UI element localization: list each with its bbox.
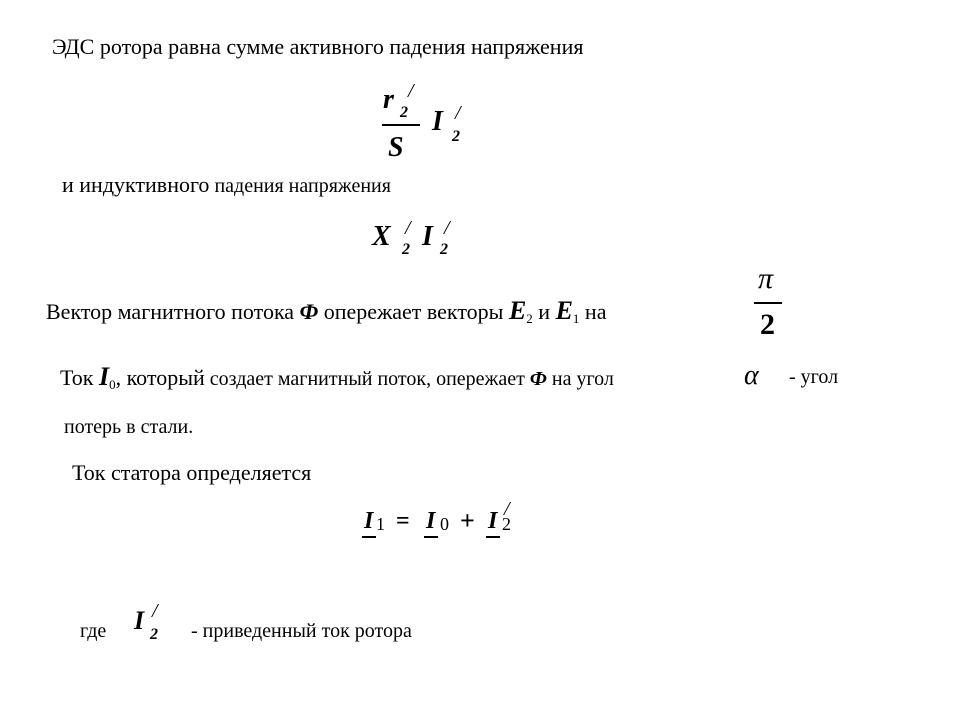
formula-reduced-current	[130, 600, 180, 650]
text-and: и	[532, 299, 556, 324]
formula-i-sub: 2	[440, 241, 448, 258]
formula-i: I	[432, 106, 443, 137]
symbol-e2: Е	[508, 296, 527, 325]
text-ugol: - угол	[789, 366, 839, 388]
text-line-current-i0	[60, 362, 614, 393]
formula-i: I	[134, 606, 145, 635]
text-creates-flux: создает магнитный поток, опережает	[204, 368, 530, 390]
text-na: на	[579, 299, 607, 324]
symbol-i0-sub: 0	[109, 377, 116, 393]
formula-stator-current	[360, 500, 530, 550]
fraction-bar	[382, 124, 420, 126]
formula-r-prime: /	[408, 80, 414, 102]
formula-i0: I	[426, 508, 436, 534]
vector-underbar	[486, 536, 500, 538]
symbol-e1: Е	[555, 296, 573, 325]
symbol-i0: I	[98, 362, 110, 391]
formula-i-prime: /	[455, 102, 461, 124]
symbol-two: 2	[760, 308, 775, 341]
text-line-losses: потерь в стали.	[64, 416, 194, 438]
formula-r-sub: 2	[400, 104, 408, 121]
formula-i0-sub: 0	[440, 514, 449, 534]
text-reduced-current: - приведенный ток ротора	[191, 620, 412, 642]
symbol-alpha: α	[744, 360, 759, 391]
formula-i-prime: /	[444, 217, 450, 239]
formula-active-drop	[380, 80, 480, 175]
symbol-phi: Ф	[529, 368, 547, 390]
text-line-flux-vector	[46, 296, 606, 327]
text-line-inductive	[62, 172, 391, 198]
formula-i-sub: 2	[452, 128, 460, 145]
formula-i1: I	[364, 508, 374, 534]
formula-x-prime: /	[405, 217, 411, 239]
symbol-equals: =	[396, 508, 410, 534]
formula-x: X	[372, 221, 391, 252]
symbol-e1-sub: 1	[572, 311, 580, 327]
vector-underbar	[424, 536, 438, 538]
formula-r: r	[383, 84, 394, 115]
text-gde: где	[80, 620, 107, 642]
fraction-bar	[754, 302, 782, 304]
formula-i2: I	[488, 508, 498, 534]
symbol-pi: π	[758, 262, 774, 295]
formula-i-sub: 2	[150, 626, 158, 643]
text-inductive-part2: падения напряжения	[209, 175, 391, 197]
formula-i2-sub: 2	[502, 514, 511, 534]
text-inductive-part1: и индуктивного	[62, 172, 210, 197]
text-tok: Ток	[60, 365, 99, 390]
formula-i-prime: /	[152, 600, 158, 622]
text-flux-part2: опережает векторы	[318, 299, 509, 324]
text-flux-part1: Вектор магнитного потока	[46, 299, 300, 324]
symbol-plus: +	[460, 506, 475, 535]
formula-inductive-drop	[372, 215, 482, 265]
text-line-stator-current: Ток статора определяется	[72, 460, 312, 485]
symbol-phi: Ф	[299, 299, 319, 324]
formula-i2-prime: /	[504, 498, 510, 520]
text-kotoryi: , который	[115, 365, 205, 390]
symbol-e2-sub: 2	[526, 311, 533, 327]
formula-i: I	[422, 221, 433, 252]
formula-pi-over-2	[752, 262, 792, 352]
text-na-ugol: на угол	[546, 368, 614, 390]
formula-x-sub: 2	[402, 241, 410, 258]
formula-s: S	[388, 132, 404, 163]
formula-i1-sub: 1	[376, 514, 385, 534]
vector-underbar	[362, 536, 376, 538]
text-line-emf-rotor: ЭДС ротора равна сумме активного падения напряжения	[52, 34, 584, 59]
